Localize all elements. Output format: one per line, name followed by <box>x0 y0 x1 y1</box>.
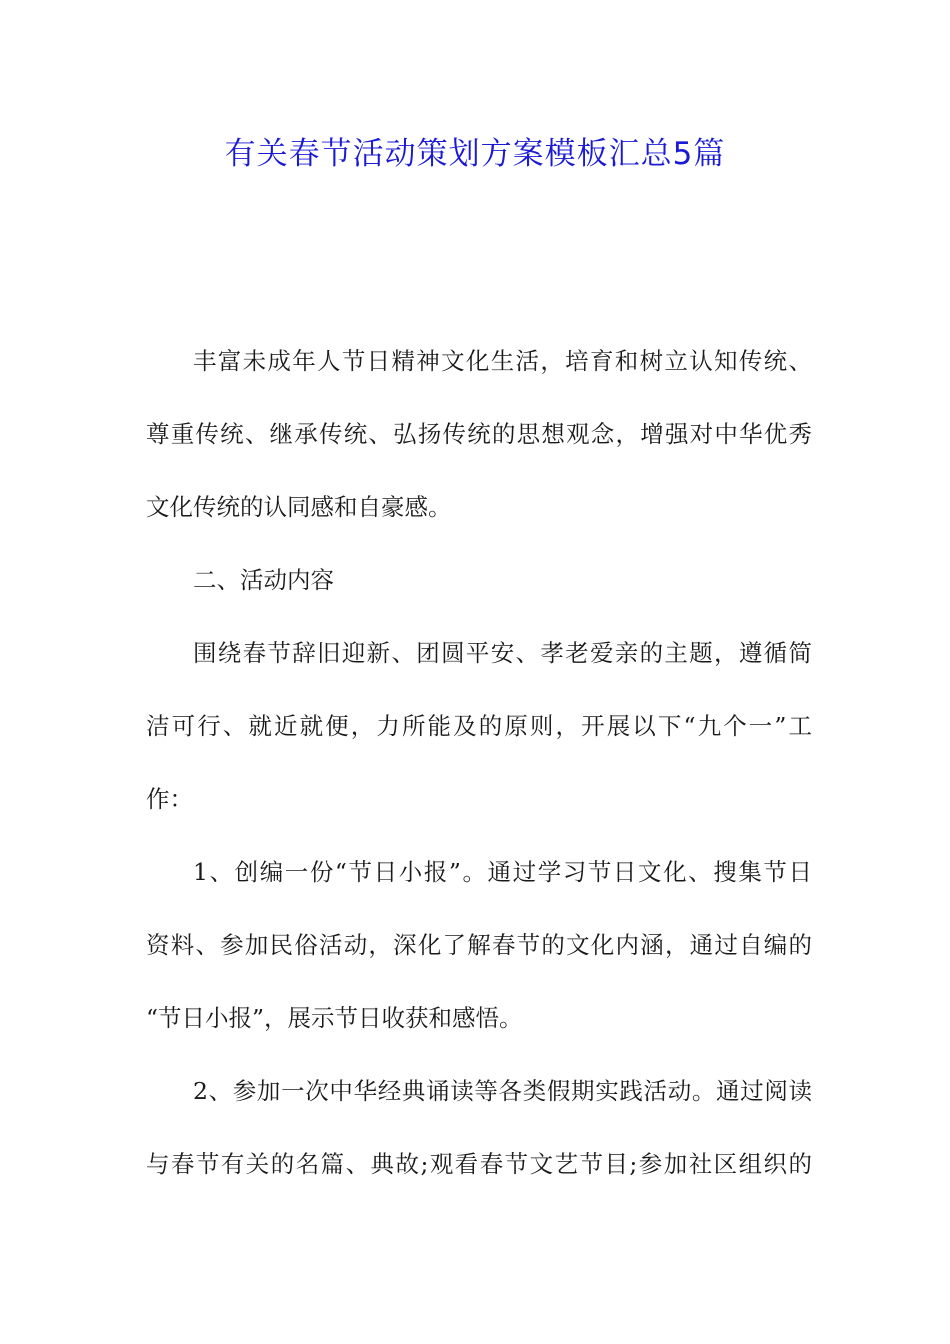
document-title: 有关春节活动策划方案模板汇总5篇 <box>224 136 726 172</box>
section-heading: 二、活动内容 <box>193 566 334 594</box>
paragraph-line: 与春节有关的名篇、典故;观看春节文艺节目;参加社区组织的 <box>146 1150 812 1178</box>
paragraph-line: “节日小报”，展示节日收获和感悟。 <box>146 1004 523 1032</box>
paragraph-line: 丰富未成年人节日精神文化生活，培育和树立认知传统、 <box>193 347 812 375</box>
paragraph-line: 作： <box>146 785 193 813</box>
paragraph-line: 尊重传统、继承传统、弘扬传统的思想观念，增强对中华优秀 <box>146 420 812 448</box>
paragraph-line: 洁可行、就近就便，力所能及的原则，开展以下“九个一”工 <box>146 712 812 740</box>
document-body <box>146 336 812 1212</box>
paragraph-line: 围绕春节辞旧迎新、团圆平安、孝老爱亲的主题，遵循简 <box>193 639 812 667</box>
paragraph-line: 2、参加一次中华经典诵读等各类假期实践活动。通过阅读 <box>193 1077 812 1105</box>
paragraph-line: 文化传统的认同感和自豪感。 <box>146 493 452 521</box>
paragraph-line: 资料、参加民俗活动，深化了解春节的文化内涵，通过自编的 <box>146 931 812 959</box>
paragraph-line: 1、创编一份“节日小报”。通过学习节日文化、搜集节日 <box>193 858 812 886</box>
